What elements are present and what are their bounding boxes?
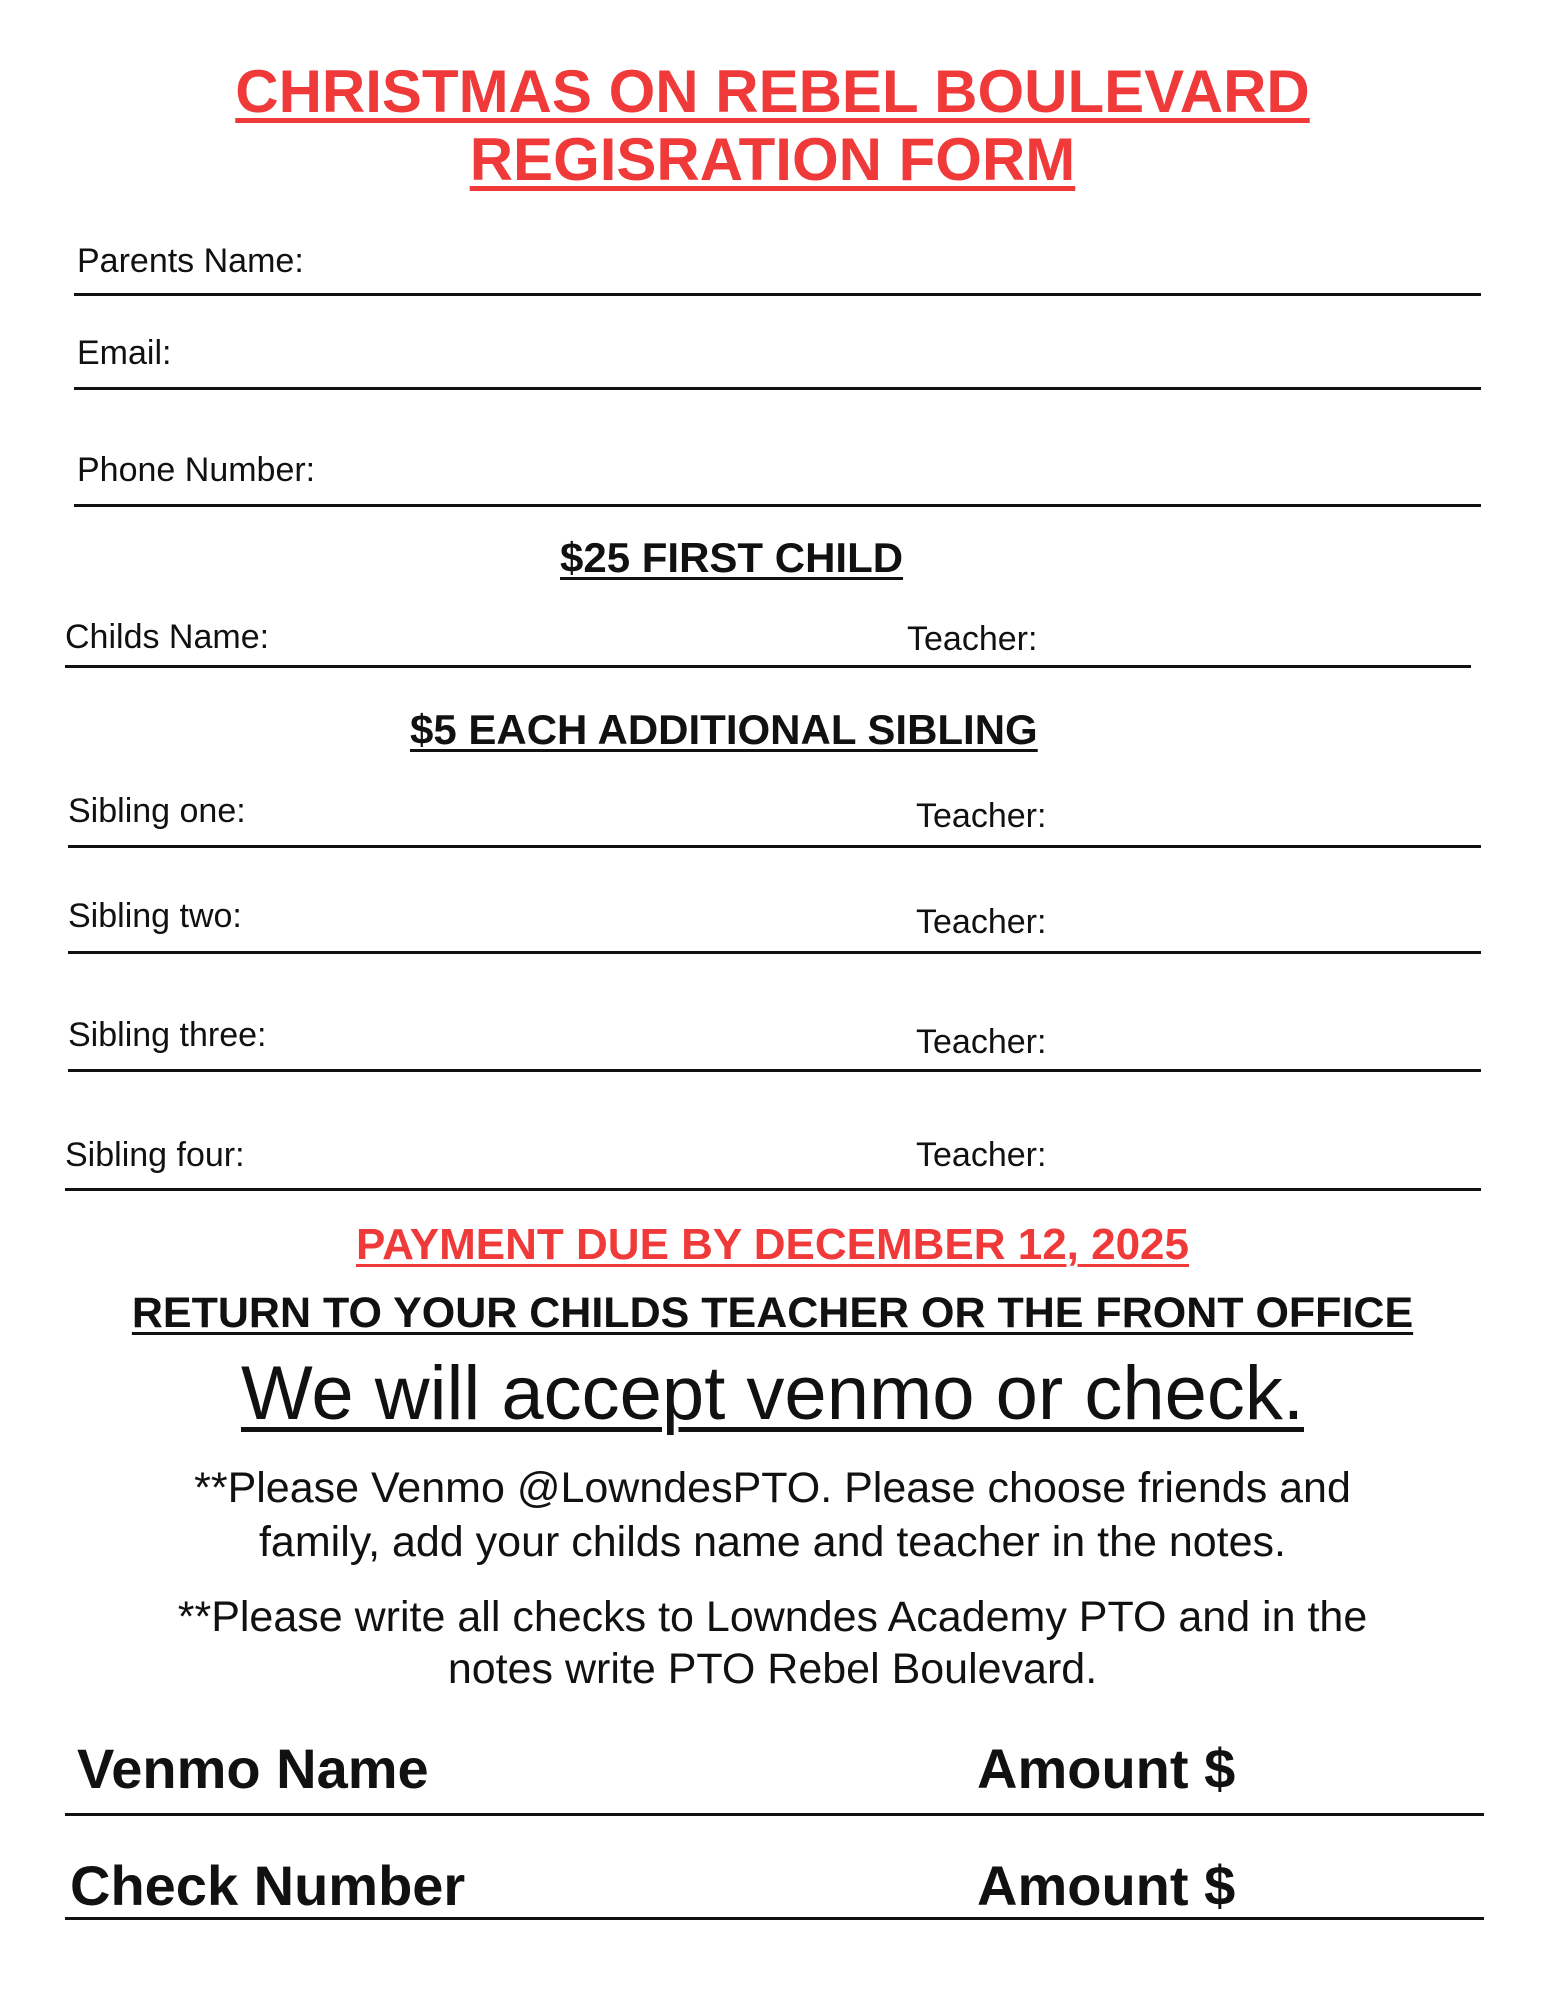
sibling-one-label: Sibling one: bbox=[68, 792, 246, 830]
venmo-amount-label: Amount $ bbox=[977, 1737, 1236, 1800]
check-note-line2: notes write PTO Rebel Boulevard. bbox=[447, 1645, 1098, 1693]
sibling-four-teacher-label: Teacher: bbox=[916, 1136, 1047, 1174]
check-note-line1: **Please write all checks to Lowndes Academy PTO and in the bbox=[177, 1593, 1368, 1641]
form-title-line2: REGISRATION FORM bbox=[469, 126, 1076, 193]
venmo-name-label: Venmo Name bbox=[77, 1737, 429, 1800]
form-title-line1: CHRISTMAS ON REBEL BOULEVARD bbox=[235, 58, 1310, 125]
sibling-four-label: Sibling four: bbox=[65, 1136, 245, 1174]
siblings-heading: $5 EACH ADDITIONAL SIBLING bbox=[410, 706, 1038, 753]
accept-note: We will accept venmo or check. bbox=[241, 1351, 1304, 1436]
phone-label: Phone Number: bbox=[77, 451, 316, 489]
sibling-two-field[interactable] bbox=[68, 951, 1481, 954]
email-field[interactable] bbox=[74, 387, 1481, 390]
phone-field[interactable] bbox=[74, 504, 1481, 507]
parents-name-label: Parents Name: bbox=[77, 242, 304, 280]
payment-due-note: PAYMENT DUE BY DECEMBER 12, 2025 bbox=[355, 1220, 1189, 1269]
sibling-four-field[interactable] bbox=[65, 1188, 1481, 1191]
check-amount-label: Amount $ bbox=[977, 1854, 1236, 1917]
email-label: Email: bbox=[77, 334, 172, 372]
sibling-two-teacher-label: Teacher: bbox=[916, 903, 1047, 941]
child-name-label: Childs Name: bbox=[65, 618, 270, 656]
venmo-field[interactable] bbox=[65, 1813, 1484, 1816]
child-teacher-label: Teacher: bbox=[907, 620, 1038, 658]
return-note: RETURN TO YOUR CHILDS TEACHER OR THE FRONT OFFICE bbox=[131, 1289, 1414, 1337]
check-field[interactable] bbox=[65, 1917, 1484, 1920]
sibling-three-field[interactable] bbox=[68, 1069, 1481, 1072]
sibling-two-label: Sibling two: bbox=[68, 897, 242, 935]
parents-name-field[interactable] bbox=[74, 293, 1481, 296]
sibling-one-teacher-label: Teacher: bbox=[916, 797, 1047, 835]
sibling-three-teacher-label: Teacher: bbox=[916, 1023, 1047, 1061]
check-number-label: Check Number bbox=[70, 1854, 466, 1917]
venmo-note-line2: family, add your childs name and teacher in the notes. bbox=[258, 1518, 1286, 1566]
child-name-field[interactable] bbox=[65, 665, 1471, 668]
sibling-one-field[interactable] bbox=[68, 845, 1481, 848]
first-child-heading: $25 FIRST CHILD bbox=[560, 534, 904, 581]
venmo-note-line1: **Please Venmo @LowndesPTO. Please choose friends and bbox=[194, 1464, 1351, 1512]
sibling-three-label: Sibling three: bbox=[68, 1016, 267, 1054]
